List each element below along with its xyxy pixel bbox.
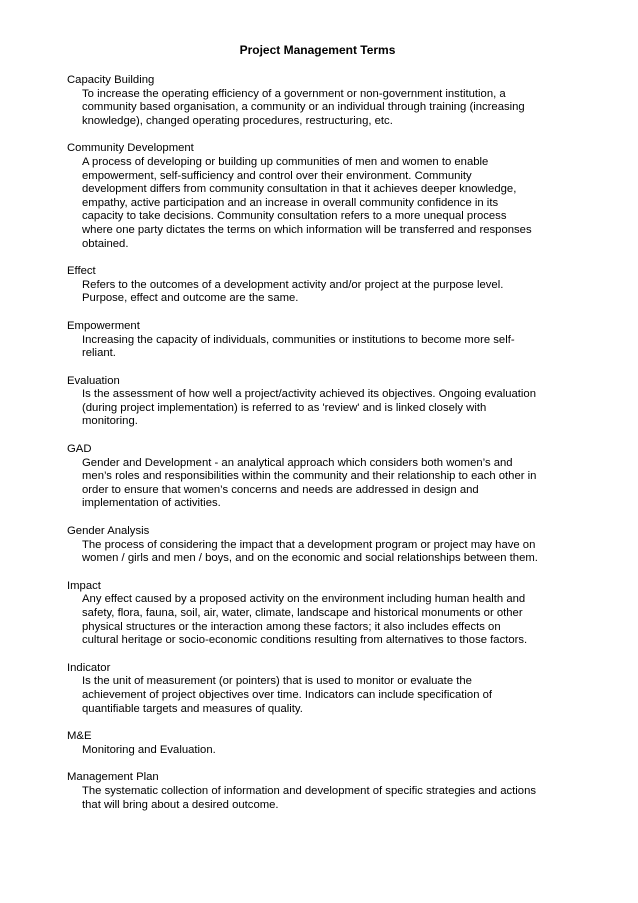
definition-line: obtained.	[82, 237, 129, 250]
definition-line: To increase the operating efficiency of a government or non-government institution, a	[82, 87, 506, 100]
definition-line: achievement of project objectives over time. Indicators can include specification of	[82, 688, 493, 701]
definition-line: cultural heritage or socio-economic conditions resulting from alternatives to those factors.	[82, 634, 528, 647]
definition-line: development differs from community consultation in that it achieves deeper knowledge,	[82, 183, 517, 196]
definition-line: monitoring.	[82, 415, 138, 428]
glossary-definition	[82, 388, 568, 429]
definition-line: order to ensure that women’s concerns and needs are addressed in design and	[82, 483, 479, 496]
definition-line: (during project implementation) is referred to as 'review' and is linked closely with	[82, 401, 487, 414]
glossary-term: Capacity Building	[67, 74, 155, 86]
glossary-definition	[82, 675, 568, 716]
definition-line: The process of considering the impact that a development program or project may have on	[82, 538, 536, 551]
glossary-entry	[67, 142, 568, 251]
definition-line: A process of developing or building up communities of men and women to enable	[82, 155, 489, 168]
definition-line: empathy, active participation and an increase in overall community confidence in its	[82, 196, 499, 209]
definition-line: Refers to the outcomes of a development activity and/or project at the purpose level.	[82, 278, 504, 291]
definition-line: reliant.	[82, 347, 116, 360]
glossary-definition	[82, 593, 568, 647]
glossary-term: M&E	[67, 730, 92, 743]
definition-line: The systematic collection of information and development of specific strategies and actions	[82, 784, 536, 797]
glossary-term: Evaluation	[67, 374, 120, 387]
glossary-definition	[82, 785, 568, 812]
definition-line: knowledge), changed operating procedures, restructuring, etc.	[82, 114, 393, 127]
definition-line: Is the unit of measurement (or pointers) that is used to monitor or evaluate the	[82, 675, 472, 688]
glossary-term: Impact	[67, 579, 101, 592]
definition-line: safety, flora, fauna, soil, air, water, climate, landscape and historical monuments or other	[82, 607, 523, 619]
glossary-definition	[82, 88, 568, 129]
definition-line: quantifiable targets and measures of quality.	[82, 702, 303, 715]
glossary-entry	[67, 525, 568, 566]
glossary-term: Gender Analysis	[67, 525, 150, 538]
glossary-definition	[82, 334, 568, 361]
glossary-term: GAD	[67, 443, 92, 456]
document-title: Project Management Terms	[239, 43, 396, 57]
glossary-definition	[82, 744, 568, 758]
definition-line: Purpose, effect and outcome are the same.	[82, 292, 299, 305]
glossary-term: Management Plan	[67, 771, 159, 784]
definition-line: Is the assessment of how well a project/activity achieved its objectives. Ongoing evaluation	[82, 388, 536, 401]
definition-line: that will bring about a desired outcome.	[82, 798, 279, 811]
definition-line: implementation of activities.	[82, 497, 221, 510]
glossary-definition	[82, 457, 568, 511]
glossary-term: Effect	[67, 265, 96, 278]
glossary-entry	[67, 74, 568, 128]
definition-line: women / girls and men / boys, and on the economic and social relationships between them.	[82, 552, 538, 565]
glossary-entry	[67, 730, 568, 757]
definition-line: Monitoring and Evaluation.	[82, 743, 216, 756]
glossary-entry	[67, 265, 568, 306]
glossary-list	[67, 74, 568, 812]
glossary-entry	[67, 580, 568, 648]
glossary-entry	[67, 320, 568, 361]
glossary-definition	[82, 156, 568, 251]
definition-line: physical structures or the interaction among these factors; it also includes effects on	[82, 620, 501, 633]
glossary-term: Indicator	[67, 661, 111, 674]
definition-line: Gender and Development - an analytical approach which considers both women’s and	[82, 456, 513, 469]
definition-line: community based organisation, a community or an individual through training (increasing	[82, 101, 525, 114]
glossary-term: Empowerment	[67, 319, 140, 332]
glossary-entry	[67, 375, 568, 429]
glossary-entry	[67, 771, 568, 812]
definition-line: empowerment, self-sufficiency and control over their environment. Community	[82, 169, 472, 182]
definition-line: men’s roles and responsibilities within the community and their relationship to each other in	[82, 470, 537, 483]
definition-line: where one party dictates the terms on which information will be transferred and responses	[82, 223, 532, 236]
glossary-term: Community Development	[67, 142, 194, 155]
glossary-definition	[82, 279, 568, 306]
definition-line: Increasing the capacity of individuals, communities or institutions to become more self-	[82, 333, 515, 346]
glossary-definition	[82, 539, 568, 566]
definition-line: Any effect caused by a proposed activity on the environment including human health and	[82, 593, 526, 606]
definition-line: capacity to take decisions. Community consultation refers to a more unequal process	[82, 210, 507, 223]
glossary-entry	[67, 662, 568, 716]
glossary-entry	[67, 443, 568, 511]
